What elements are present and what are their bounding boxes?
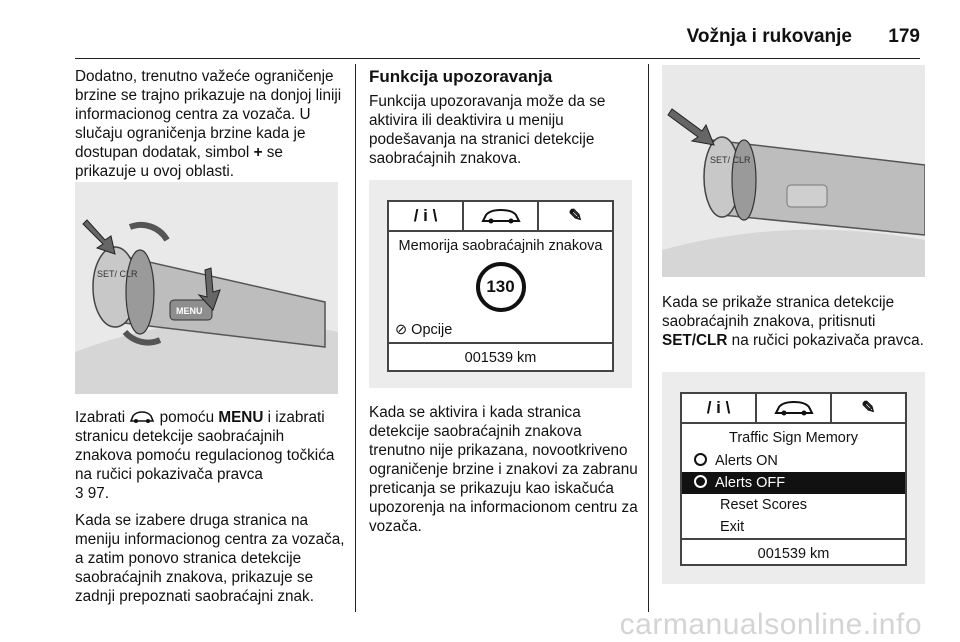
- watermark: carmanualsonline.info: [619, 608, 922, 641]
- menu-item-reset-scores: Reset Scores: [720, 497, 808, 513]
- page-number: 179: [888, 26, 920, 47]
- header-rule: [75, 58, 920, 59]
- menu-item-exit: Exit: [682, 516, 905, 540]
- radio-icon: [694, 453, 707, 466]
- options-label: ⊘ Opcije: [389, 312, 612, 344]
- tab-settings: ✎: [861, 398, 876, 417]
- column-divider-1: [355, 64, 356, 612]
- column-divider-2: [648, 64, 649, 612]
- tab-trip: / i \: [413, 206, 438, 225]
- middle-paragraph-2: Kada se aktivira i kada stranica detekcije saobraćajnih znakova trenutno nije prikazana, novootkriveno ograničenje brzine i znakovi za zabranu preticanja se prikazuju kao iskačuća upozorenja na informacionom centru za vozača.: [369, 404, 638, 535]
- tab-car: [462, 202, 539, 230]
- menu-item-alerts-off: Alerts OFF: [682, 472, 905, 494]
- tab-trip: / i \: [706, 398, 731, 417]
- left-paragraph-1: Dodatno, trenutno važeće ograničenje brzine se trajno prikazuje na donjoj liniji informacionog centra za vozača. U slučaju ograničenja brzine kada je dostupan dodatak, simbol + se prikazuje u ovoj oblasti.: [75, 68, 342, 180]
- stalk-menu-illustration: [75, 182, 338, 394]
- middle-column-lower: [369, 403, 641, 544]
- radio-icon: [694, 475, 707, 488]
- tab-car: [755, 394, 832, 422]
- car-page-icon: [129, 410, 155, 424]
- page-header: [0, 26, 960, 56]
- tab-settings: ✎: [568, 206, 583, 225]
- right-paragraph-1: Kada se prikaže stranica detekcije saobraćajnih znakova, pritisnuti SET/CLR na ručici pokazivača pravca.: [662, 294, 924, 349]
- tsr-memory-display: [387, 200, 614, 372]
- odometer: 001539 km: [757, 546, 830, 562]
- left-column: [75, 67, 343, 189]
- tsr-settings-display: [680, 392, 907, 566]
- right-column: [662, 293, 930, 358]
- section-heading: Funkcija upozoravanja: [369, 67, 553, 86]
- left-paragraph-2: Izabrati pomoću MENU i izabrati stranicu detekcije saobraćajnih znakova pomoću regulacionog točkića na ručici pokazivača pravca 3 97.: [75, 409, 335, 502]
- left-column-lower: [75, 408, 345, 614]
- speed-limit-sign: 130: [476, 262, 526, 312]
- middle-column: [369, 67, 637, 176]
- menu-item-alerts-on: Alerts ON: [682, 450, 905, 472]
- tsr-display-figure: [369, 180, 632, 388]
- odometer: 001539 km: [464, 350, 537, 366]
- display-title: Traffic Sign Memory: [729, 430, 858, 446]
- menu-button-label: MENU: [176, 306, 203, 316]
- set-clr-label: SET/ CLR: [710, 155, 751, 165]
- section-title: Vožnja i rukovanje: [686, 26, 852, 47]
- display-title: Memorija saobraćajnih znakova: [398, 238, 603, 254]
- stalk-set-clr-illustration: [662, 65, 925, 277]
- car-icon: [773, 399, 815, 417]
- middle-paragraph-1: Funkcija upozoravanja može da se aktivira ili deaktivira u meniju podešavanja na stranici detekcije saobraćajnih znakova.: [369, 93, 606, 167]
- tsr-settings-figure: [662, 372, 925, 584]
- set-clr-label: SET/ CLR: [97, 269, 138, 279]
- left-paragraph-3: Kada se izabere druga stranica na meniju informacionog centra za vozača, a zatim ponovo stranica detekcije saobraćajnih znakova, prikazuje se zadnji prepoznati saobraćajni znak.: [75, 512, 345, 605]
- car-icon: [480, 207, 522, 225]
